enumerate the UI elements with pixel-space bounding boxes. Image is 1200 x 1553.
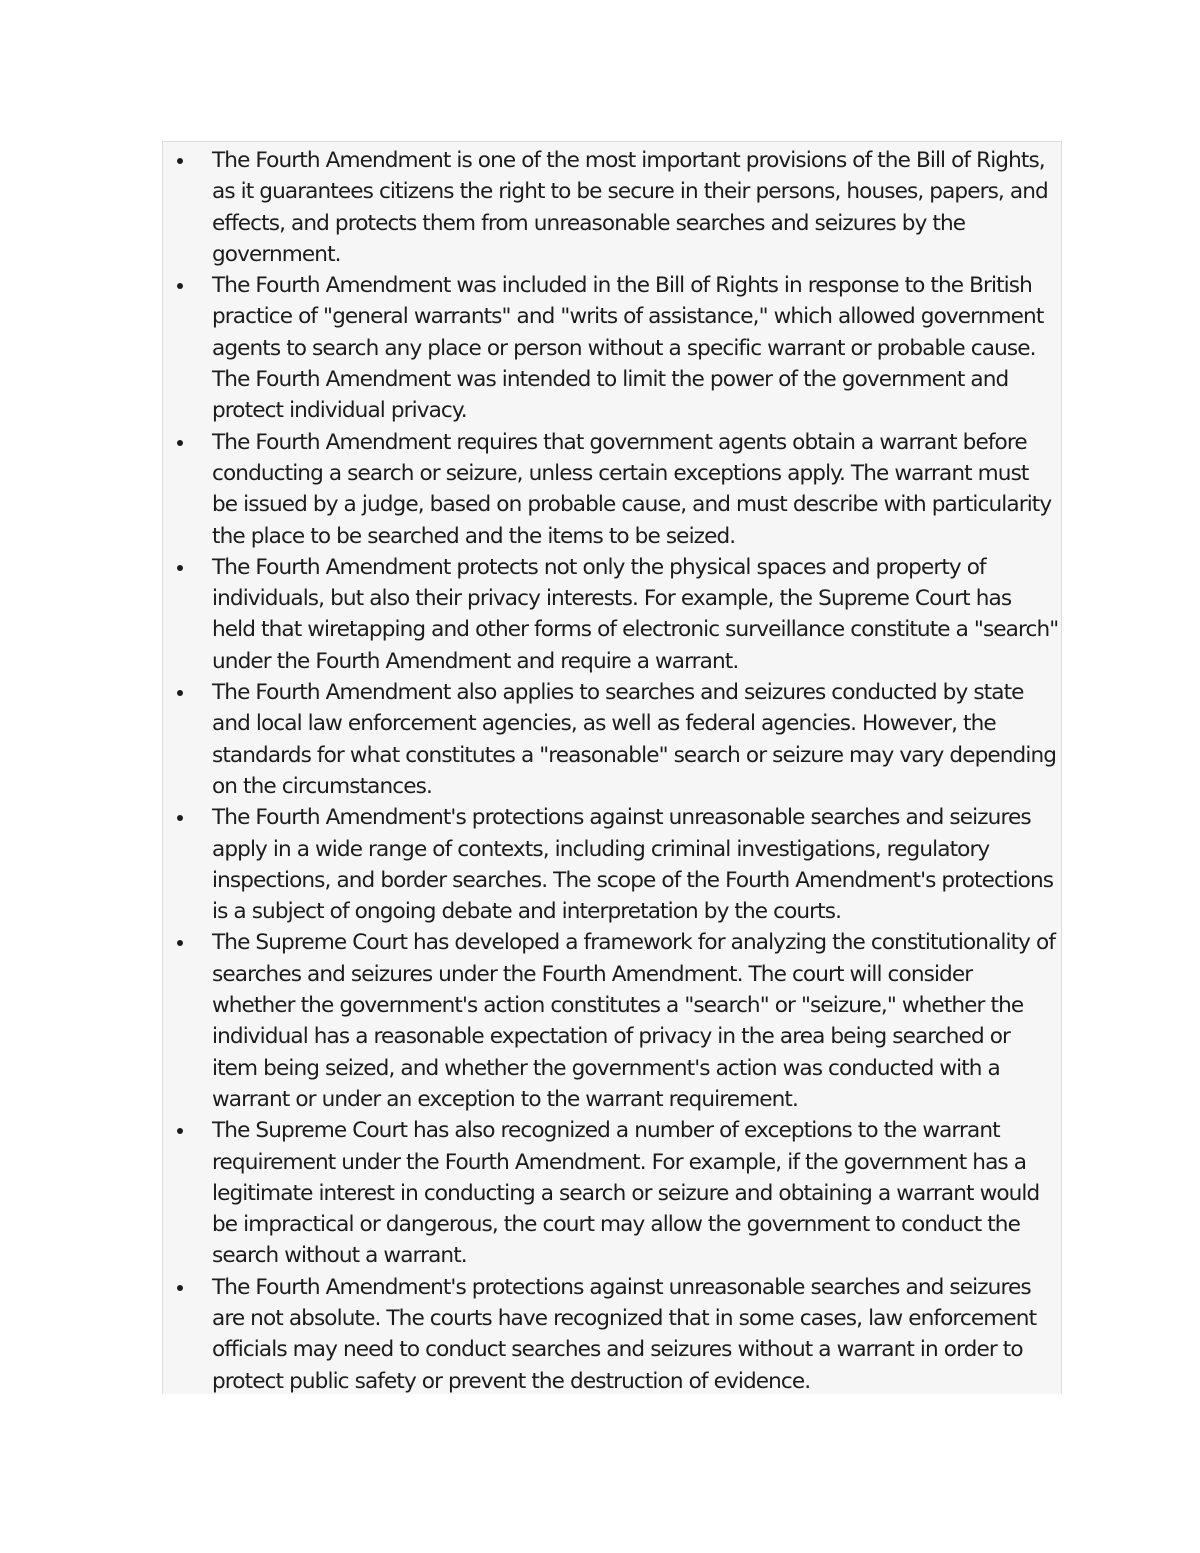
document-content-box [162,141,1062,1394]
bullet-icon [177,815,183,821]
bullet-icon [177,283,183,289]
list-item [163,677,1061,802]
list-item-text: The Supreme Court has also recognized a number of exceptions to the warrant requirement under the Fourth Amendment. For example, if the government has a legitimate interest in conducting a search or seizure and obtaining a warrant would be impractical or dangerous, the court may allow the government to conduct the search without a warrant. [212,1118,1040,1269]
list-item-text: The Fourth Amendment also applies to searches and seizures conducted by state and local law enforcement agencies, as well as federal agencies. However, the standards for what constitutes a "reasonable" search or seizure may vary depending on the circumstances. [212,680,1057,799]
list-item [163,270,1061,426]
bullet-icon [177,565,183,571]
list-item [163,427,1061,552]
list-item-text: The Fourth Amendment was included in the Bill of Rights in response to the British practice of "general warrants" and "writs of assistance," which allowed government agents to search any place or person without a specific warrant or probable cause. The Fourth Amendment was intended to limit the power of the government and protect individual privacy. [212,273,1044,424]
list-item-text: The Fourth Amendment's protections against unreasonable searches and seizures are not absolute. The courts have recognized that in some cases, law enforcement officials may need to conduct searches and seizures without a warrant in order to protect public safety or prevent the destruction of evidence. [212,1274,1037,1394]
bullet-icon [177,158,183,164]
list-item [163,145,1061,270]
list-item-text: The Fourth Amendment requires that government agents obtain a warrant before conducting a search or seizure, unless certain exceptions apply. The warrant must be issued by a judge, based on probable cause, and must describe with particularity the place to be searched and the items to be seized. [212,429,1052,549]
bullet-icon [177,940,183,946]
list-item-text: The Fourth Amendment is one of the most important provisions of the Bill of Rights, as it guarantees citizens the right to be secure in their persons, houses, papers, and effects, and protects them from unreasonable searches and seizures by the government. [212,148,1048,267]
list-item [163,927,1061,1115]
list-item-text: The Fourth Amendment protects not only the physical spaces and property of individuals, but also their privacy interests. For example, the Supreme Court has held that wiretapping and other forms of electronic surveillance constitute a "search" under the Fourth Amendment and require a warrant. [212,554,1059,674]
bullet-icon [177,1285,183,1291]
list-item-text: The Fourth Amendment's protections against unreasonable searches and seizures apply in a wide range of contexts, including criminal investigations, regulatory inspections, and border searches. The scope of the Fourth Amendment's protections is a subject of ongoing debate and interpretation by the courts. [212,805,1054,925]
bullet-list [163,145,1061,1394]
list-item [163,802,1061,927]
bullet-icon [177,1128,183,1134]
bullet-icon [177,690,183,696]
list-item-text: The Supreme Court has developed a framework for analyzing the constitutionality of searches and seizures under the Fourth Amendment. The court will consider whether the government's action constitutes a "search" or "seizure," whether the individual has a reasonable expectation of privacy in the area being searched or item being seized, and whether the government's action was conducted with a warrant or under an exception to the warrant requirement. [212,930,1056,1112]
list-item [163,1272,1061,1394]
list-item [163,552,1061,677]
bullet-icon [177,440,183,446]
list-item [163,1115,1061,1271]
